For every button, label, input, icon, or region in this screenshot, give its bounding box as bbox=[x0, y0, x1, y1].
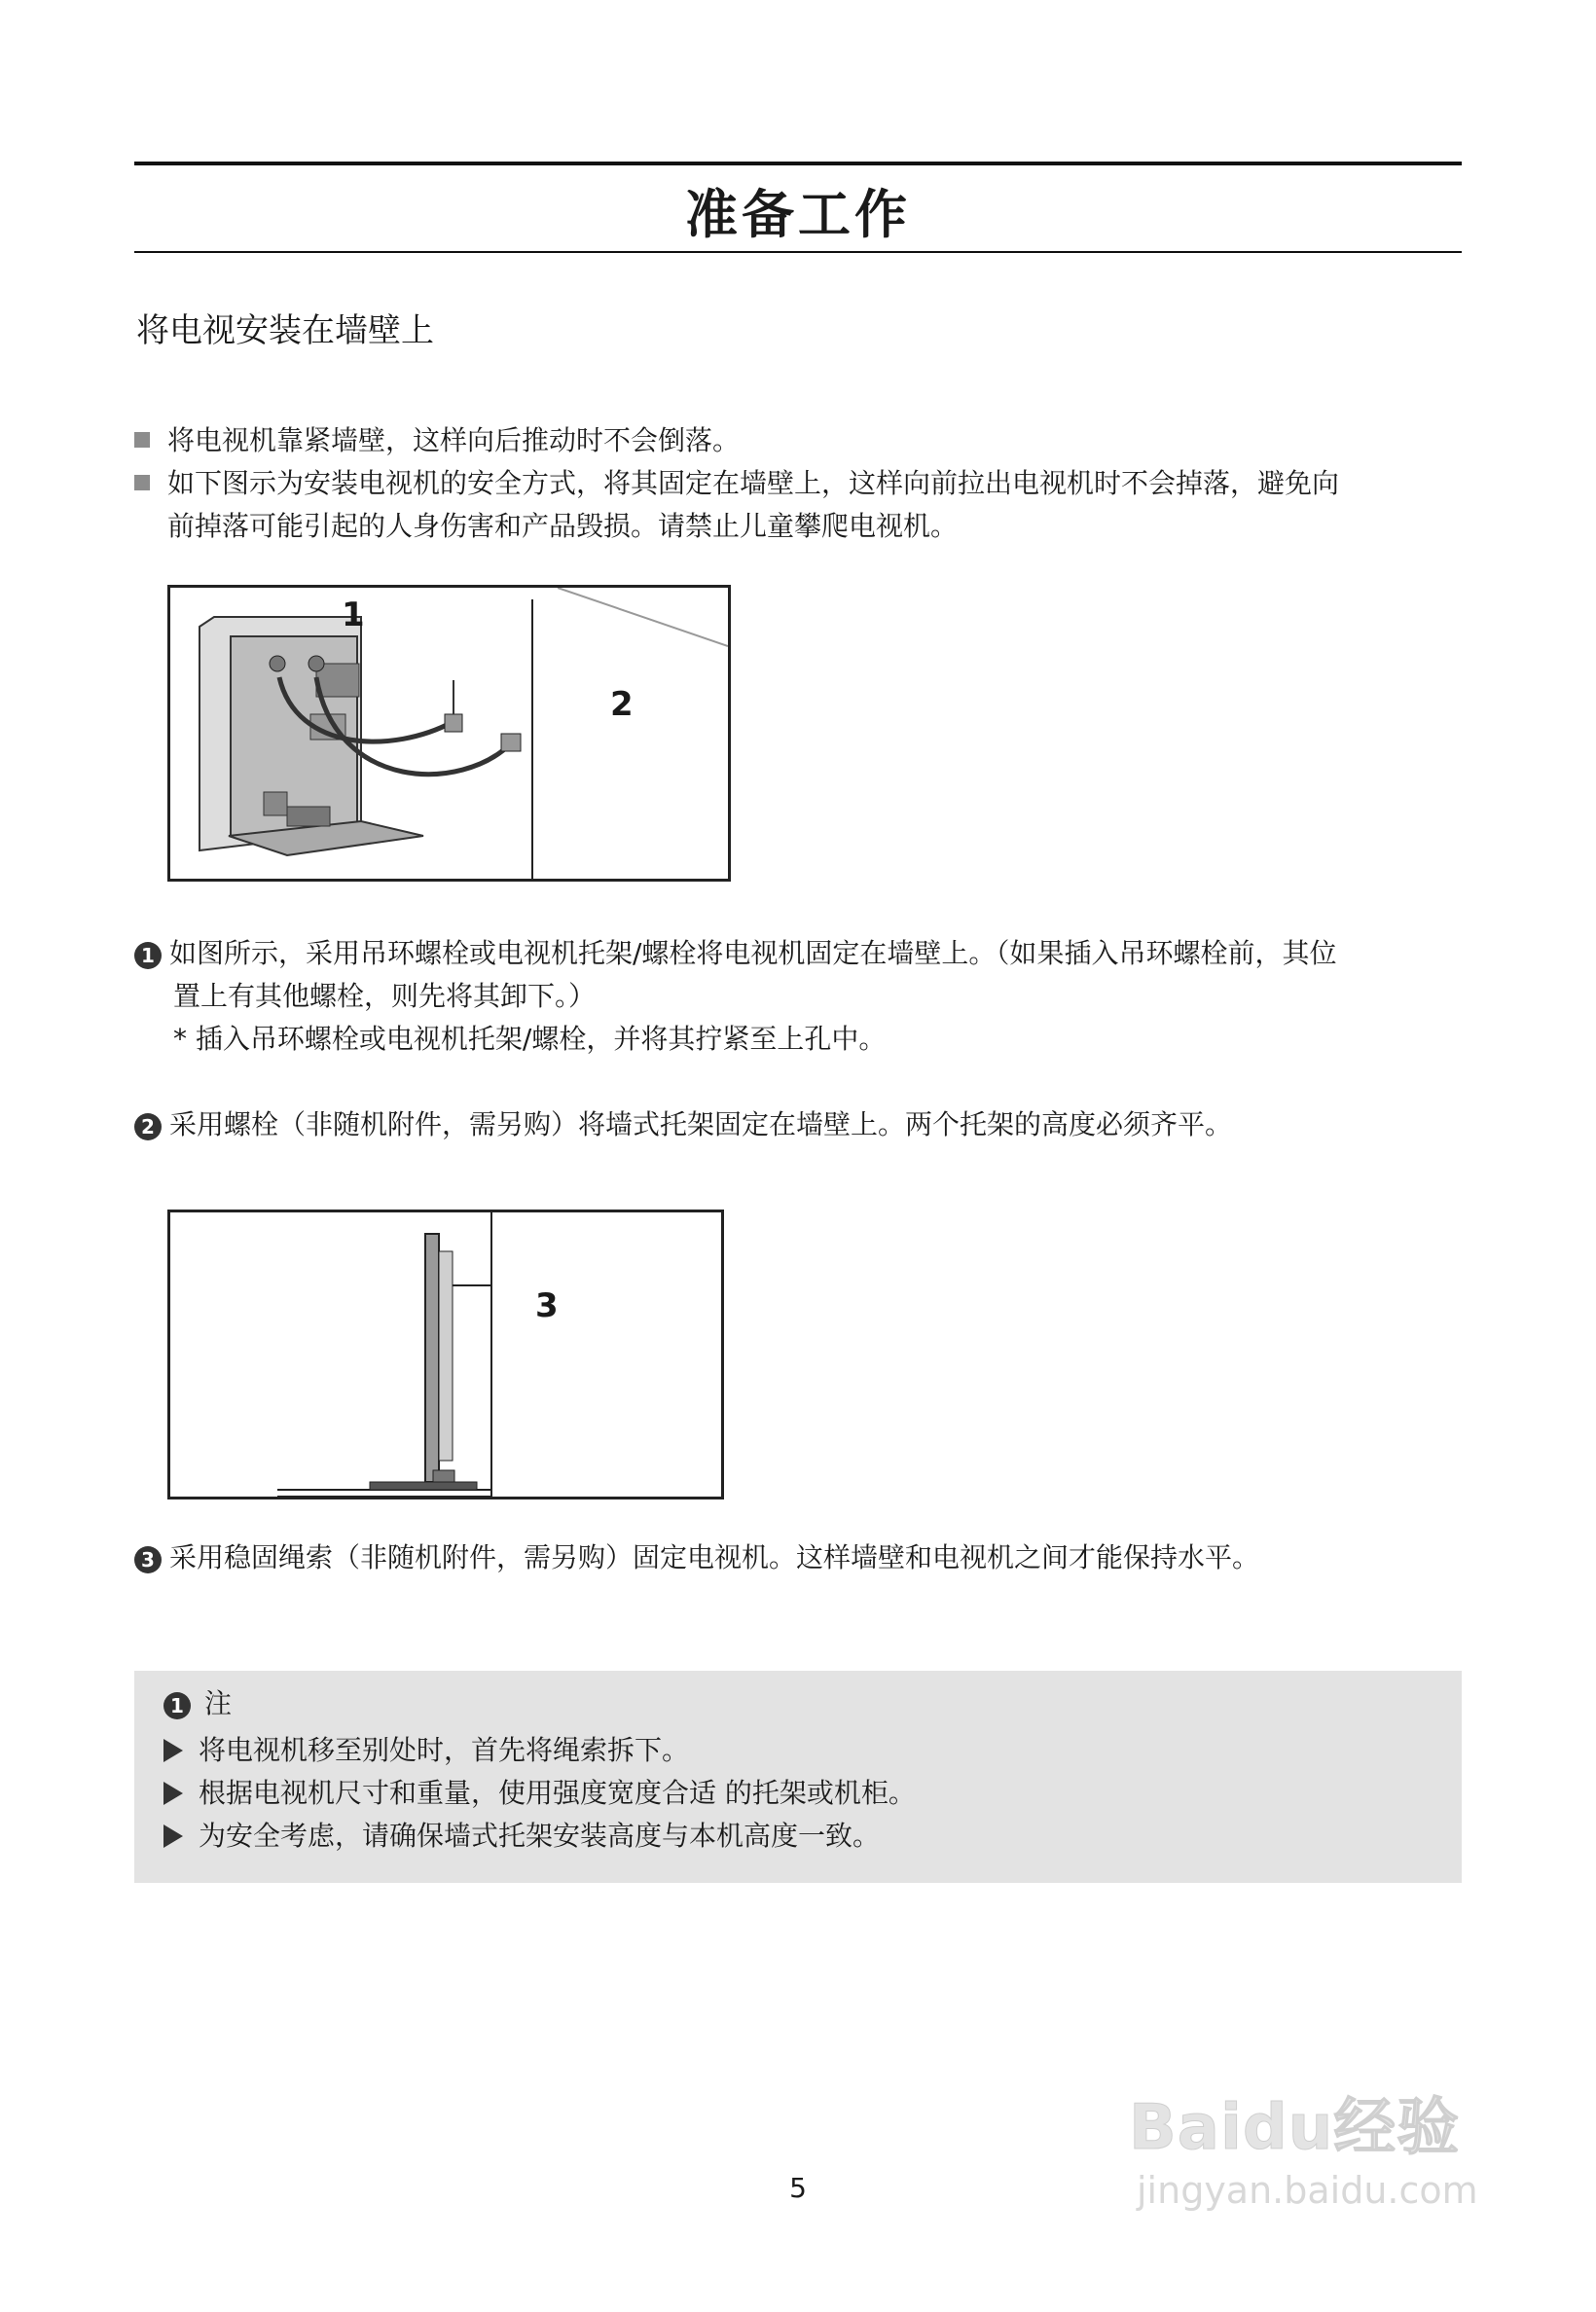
square-bullet-icon bbox=[134, 475, 150, 490]
note-box bbox=[134, 1671, 1462, 1883]
note-number-icon: 1 bbox=[163, 1692, 191, 1719]
note-item-3: 为安全考虑，请确保墙式托架安装高度与本机高度一致。 bbox=[163, 1817, 880, 1856]
watermark-url: jingyan.baidu.com bbox=[1137, 2169, 1478, 2212]
page-number: 5 bbox=[789, 2172, 807, 2204]
step-1-cont: 置上有其他螺栓，则先将其卸下。） bbox=[173, 980, 597, 1012]
tv-side-view-illustration bbox=[170, 1212, 721, 1497]
tv-wall-mount-illustration bbox=[170, 588, 728, 879]
baidu-watermark bbox=[1129, 2077, 1478, 2212]
header-bottom-rule bbox=[134, 251, 1462, 253]
header-top-rule bbox=[134, 162, 1462, 165]
intro-bullet-1: 将电视机靠紧墙壁，这样向后推动时不会倒落。 bbox=[134, 419, 740, 462]
step-1-note: * 插入吊环螺栓或电视机托架/螺栓，并将其拧紧至上孔中。 bbox=[173, 1023, 887, 1055]
step-1-number-icon: 1 bbox=[134, 942, 162, 969]
triangle-bullet-icon bbox=[163, 1824, 183, 1848]
square-bullet-icon bbox=[134, 432, 150, 448]
step-3-number-icon: 3 bbox=[134, 1546, 162, 1573]
figure-label-2: 2 bbox=[610, 685, 634, 724]
triangle-bullet-icon bbox=[163, 1782, 183, 1805]
triangle-bullet-icon bbox=[163, 1739, 183, 1762]
step-2-number-icon: 2 bbox=[134, 1113, 162, 1140]
note-item-2: 根据电视机尺寸和重量，使用强度宽度合适 的托架或机柜。 bbox=[163, 1774, 916, 1813]
watermark-brand: Baidu经验 bbox=[1129, 2092, 1461, 2164]
intro-bullet-2-cont: 前掉落可能引起的人身伤害和产品毁损。请禁止儿童攀爬电视机。 bbox=[167, 510, 959, 542]
note-title: 1 注 bbox=[163, 1684, 232, 1723]
step-1: 1 如图所示，采用吊环螺栓或电视机托架/螺栓将电视机固定在墙壁上。（如果插入吊环螺栓前，其位 bbox=[134, 932, 1336, 975]
page-title: 准备工作 bbox=[685, 184, 911, 245]
figure-wall-mount-bolts bbox=[167, 585, 731, 882]
section-title: 将电视安装在墙壁上 bbox=[136, 311, 434, 350]
step-3: 3 采用稳固绳索（非随机附件，需另购）固定电视机。这样墙壁和电视机之间才能保持水平。 bbox=[134, 1536, 1259, 1579]
intro-bullet-2: 如下图示为安装电视机的安全方式，将其固定在墙壁上，这样向前拉出电视机时不会掉落，避免向 bbox=[134, 462, 1339, 505]
figure-tv-side-view bbox=[167, 1210, 724, 1499]
step-2: 2 采用螺栓（非随机附件，需另购）将墙式托架固定在墙壁上。两个托架的高度必须齐平。 bbox=[134, 1103, 1232, 1146]
note-item-1: 将电视机移至别处时，首先将绳索拆下。 bbox=[163, 1731, 689, 1770]
figure-label-1: 1 bbox=[342, 596, 365, 634]
figure-label-3: 3 bbox=[535, 1286, 559, 1325]
